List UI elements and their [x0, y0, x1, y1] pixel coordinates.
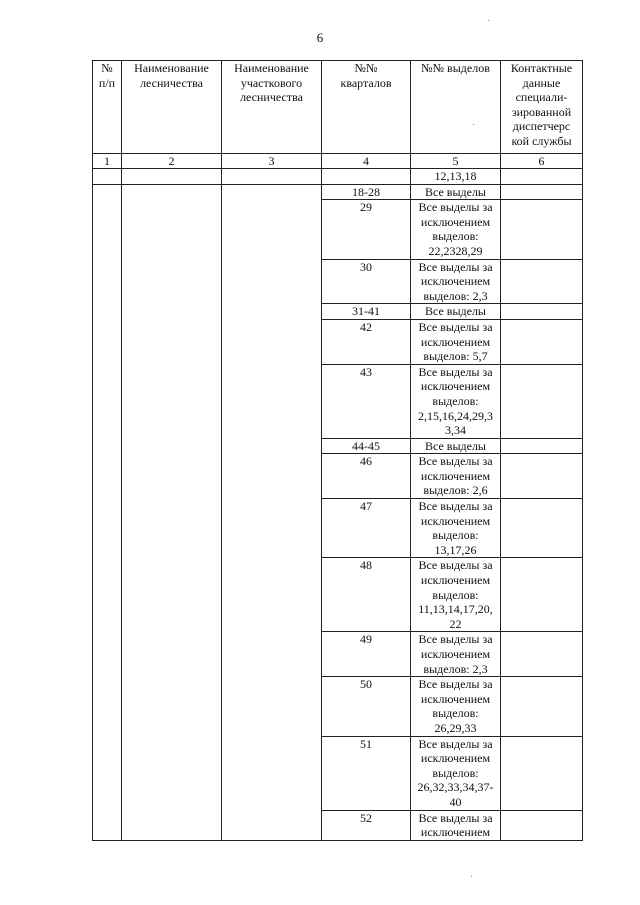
cell-plots: Все выделы за исключением выделов: 22,2328,29	[411, 200, 501, 259]
cell-district-forestry	[222, 184, 322, 840]
cell-quarter: 47	[322, 499, 411, 558]
cell-quarter: 30	[322, 259, 411, 304]
header-row	[93, 61, 583, 154]
table-row	[93, 169, 583, 185]
cell-plots: Все выделы за исключением выделов: 11,13,14,17,20, 22	[411, 558, 501, 632]
header-cell-forestry: Наименование лесничества	[122, 61, 222, 154]
cell-plots: Все выделы за исключением выделов: 2,15,16,24,29,3 3,34	[411, 364, 501, 438]
cell-contacts	[501, 632, 583, 677]
cell-plots: Все выделы за исключением	[411, 810, 501, 840]
cell-plots: Все выделы	[411, 184, 501, 200]
cell-quarter: 29	[322, 200, 411, 259]
header-cell-number: № п/п	[93, 61, 122, 154]
column-number-5: 5	[411, 154, 501, 169]
column-number-row	[93, 154, 583, 169]
cell-quarter: 46	[322, 454, 411, 499]
cell-district-forestry	[222, 169, 322, 185]
cell-contacts	[501, 438, 583, 454]
cell-quarter: 49	[322, 632, 411, 677]
cell-plots: Все выделы	[411, 304, 501, 320]
scan-speck: ·	[487, 16, 491, 27]
cell-contacts	[501, 677, 583, 736]
cell-contacts	[501, 736, 583, 810]
cell-contacts	[501, 364, 583, 438]
cell-plots: Все выделы за исключением выделов: 2,3	[411, 632, 501, 677]
cell-plots: Все выделы за исключением выделов: 5,7	[411, 319, 501, 364]
cell-plots: Все выделы за исключением выделов: 26,29,33	[411, 677, 501, 736]
cell-plots: Все выделы за исключением выделов: 2,6	[411, 454, 501, 499]
cell-plots: Все выделы за исключением выделов: 26,32,33,34,37- 40	[411, 736, 501, 810]
cell-quarter: 31-41	[322, 304, 411, 320]
cell-quarter: 51	[322, 736, 411, 810]
cell-contacts	[501, 810, 583, 840]
table-row	[93, 184, 583, 200]
cell-quarter	[322, 169, 411, 185]
column-number-2: 2	[122, 154, 222, 169]
forestry-table	[92, 60, 583, 841]
cell-contacts	[501, 200, 583, 259]
cell-plots: 12,13,18	[411, 169, 501, 185]
cell-quarter: 18-28	[322, 184, 411, 200]
cell-number	[93, 169, 122, 185]
header-cell-quarters: №№ кварталов	[322, 61, 411, 154]
cell-forestry	[122, 169, 222, 185]
cell-contacts	[501, 169, 583, 185]
column-number-1: 1	[93, 154, 122, 169]
cell-contacts	[501, 558, 583, 632]
page-number: 6	[316, 30, 324, 45]
cell-quarter: 48	[322, 558, 411, 632]
cell-quarter: 50	[322, 677, 411, 736]
cell-plots: Все выделы за исключением выделов: 13,17,26	[411, 499, 501, 558]
cell-contacts	[501, 319, 583, 364]
scan-speck: ·	[472, 120, 476, 131]
cell-quarter: 52	[322, 810, 411, 840]
cell-number	[93, 184, 122, 840]
cell-contacts	[501, 184, 583, 200]
cell-quarter: 43	[322, 364, 411, 438]
header-cell-plots: №№ выделов	[411, 61, 501, 154]
cell-contacts	[501, 304, 583, 320]
cell-quarter: 44-45	[322, 438, 411, 454]
cell-contacts	[501, 454, 583, 499]
header-cell-contacts: Контактные данные специали- зированной диспетчерс кой службы	[501, 61, 583, 154]
column-number-4: 4	[322, 154, 411, 169]
scan-speck: ·	[470, 872, 474, 883]
column-number-6: 6	[501, 154, 583, 169]
column-number-3: 3	[222, 154, 322, 169]
cell-quarter: 42	[322, 319, 411, 364]
cell-contacts	[501, 259, 583, 304]
cell-plots: Все выделы за исключением выделов: 2,3	[411, 259, 501, 304]
header-cell-district-forestry: Наименование участкового лесничества	[222, 61, 322, 154]
cell-contacts	[501, 499, 583, 558]
cell-forestry	[122, 184, 222, 840]
cell-plots: Все выделы	[411, 438, 501, 454]
